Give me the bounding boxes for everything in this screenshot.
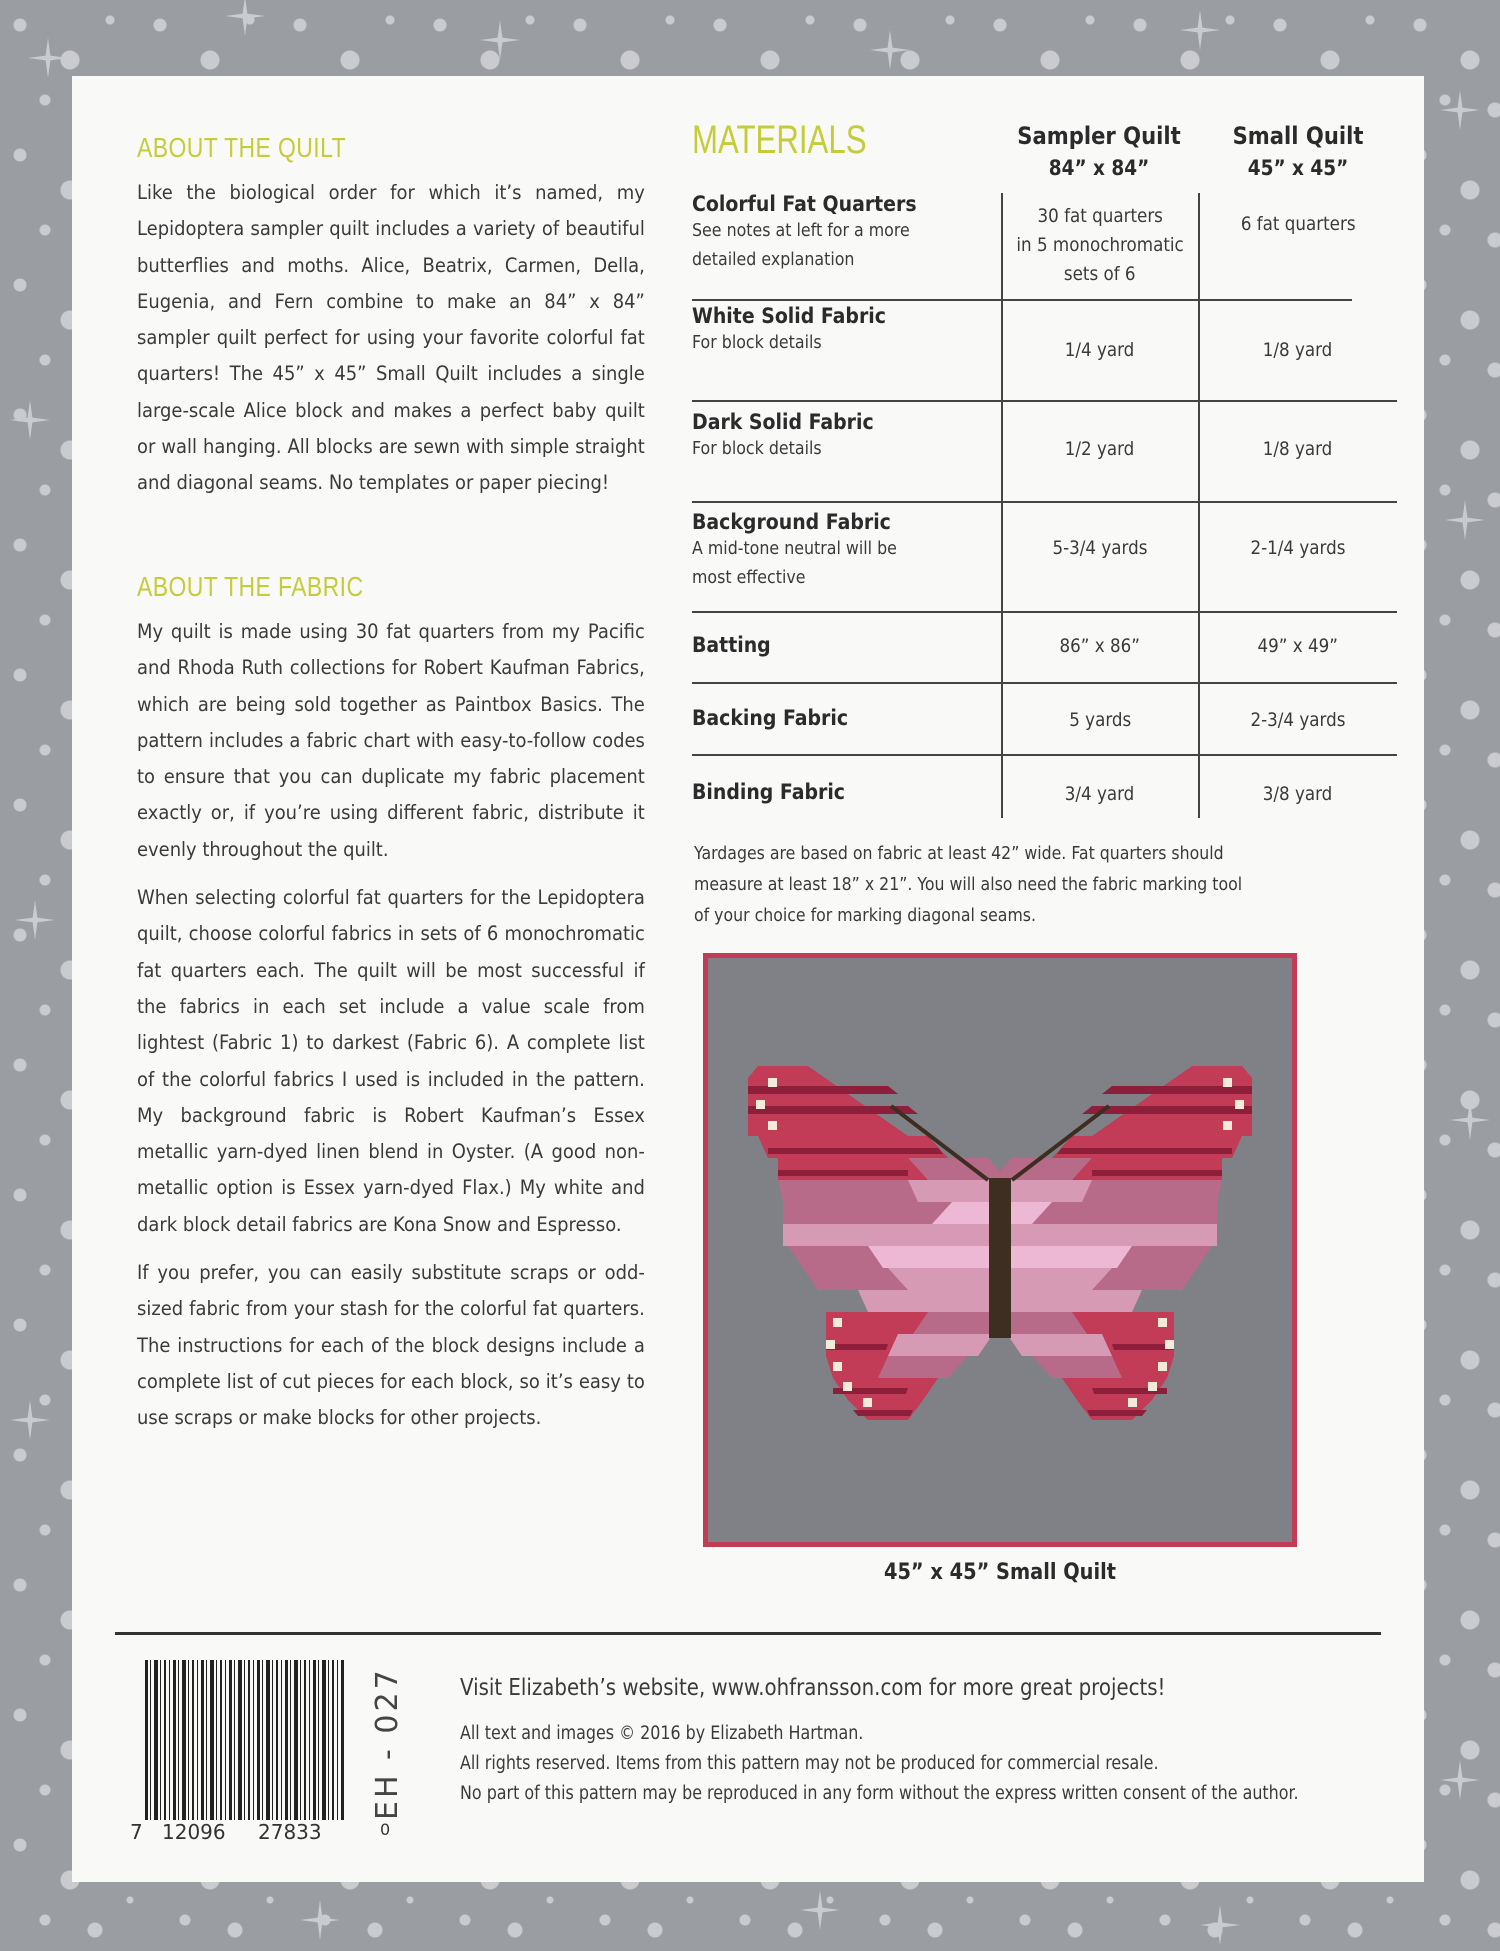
table-row-white-solid-fabric [692,304,992,357]
cell-sampler: 30 fat quarters in 5 monochromatic sets of 6 [1016,205,1184,285]
about-quilt-heading: ABOUT THE QUILT [137,132,347,163]
about-quilt-paragraph: Like the biological order for which it’s named, my Lepidoptera sampler quilt includes a variety of beautiful butterflies and moths. Alice, Beatrix, Carmen, Della, Eugenia, and Fern combine to make an 84” x 84” sampler quilt perfect for using your favorite colorful fat quarters! The 45” x 45” Small Quilt includes a single large-scale Alice block and makes a perfect baby quilt or wall hanging. All blocks are sewn with simple straight and diagonal seams. No templates or paper piecing! [137,181,645,495]
table-row-dark-solid-fabric [692,410,992,463]
about-fabric-body [137,614,645,1449]
sparkle-icon [225,0,265,36]
cell-sampler: 86” x 86” [1059,635,1141,657]
cell-sampler: 5-3/4 yards [1052,537,1148,559]
copyright-line: All rights reserved. Items from this pattern may not be produced for commercial resale. [460,1753,1159,1774]
column-size: 84” x 84” [1048,156,1150,180]
row-title: Binding Fabric [692,780,845,804]
cell-small: 1/8 yard [1263,438,1333,460]
barcode-digits-right: 27833 [258,1820,322,1844]
cell-small: 49” x 49” [1257,635,1339,657]
sparkle-icon [10,400,50,440]
row-title: Background Fabric [692,510,891,534]
sku-label: EH - 027 [370,1667,405,1820]
table-divider [692,682,1397,684]
row-title: Batting [692,633,771,657]
column-size: 45” x 45” [1247,156,1349,180]
sparkle-icon [1440,90,1480,130]
row-title: Backing Fabric [692,706,849,730]
row-subtitle: most effective [692,567,806,588]
barcode-digit: 7 [130,1820,143,1844]
footer-rule [115,1632,1381,1635]
sparkle-icon [1180,10,1220,50]
row-subtitle: For block details [692,438,822,459]
sparkle-icon [15,900,55,940]
about-fabric-heading: ABOUT THE FABRIC [137,571,364,602]
sparkle-icon [870,30,910,70]
about-fabric-paragraph: When selecting colorful fat quarters for the Lepidoptera quilt, choose colorful fabrics in sets of 6 monochromatic fat quarters each. The quilt will be most successful if the fabrics in each set include a value scale from lightest (Fabric 1) to darkest (Fabric 6). A complete list of the colorful fabrics I used is included in the pattern. My background fabric is Robert Kaufman’s Essex metallic yarn-dyed linen blend in Oyster. (A good non-metallic option is Essex yarn-dyed Flax.) My white and dark block detail fabrics are Kona Snow and Espresso. [137,886,645,1236]
row-subtitle: See notes at left for a more [692,220,910,241]
materials-heading: MATERIALS [692,118,867,162]
table-row-background-fabric [692,510,992,592]
table-divider [692,299,1352,301]
copyright-line: All text and images © 2016 by Elizabeth Hartman. [460,1723,864,1744]
table-divider [692,754,1397,756]
cell-sampler: 1/4 yard [1065,339,1135,361]
table-divider [692,400,1397,402]
sparkle-icon [1450,1100,1490,1140]
about-fabric-paragraph: My quilt is made using 30 fat quarters from my Pacific and Rhoda Ruth collections for Robert Kaufman Fabrics, which are being sold together as Paintbox Basics. The pattern includes a fabric chart with easy-to-follow codes to ensure that you can duplicate my fabric placement exactly or, if you’re using different fabric, distribute it evenly throughout the quilt. [137,620,645,861]
sparkle-icon [1440,1760,1480,1800]
table-row-batting [692,633,992,657]
sparkle-icon [28,38,68,78]
table-row-binding-fabric [692,780,992,804]
sparkle-icon [480,20,520,60]
cell-sampler: 1/2 yard [1065,438,1135,460]
about-fabric-paragraph: If you prefer, you can easily substitute scraps or odd-sized fabric from your stash for the colorful fat quarters. The instructions for each of the block designs include a complete list of cut pieces for each block, so it’s easy to use scraps or make blocks for other projects. [137,1261,645,1430]
column-header-small [1210,120,1386,184]
sparkle-icon [300,1900,340,1940]
cell-small: 2-1/4 yards [1250,537,1346,559]
sparkle-icon [10,1400,50,1440]
cell-small: 3/8 yard [1263,783,1333,805]
table-row-backing-fabric [692,706,992,730]
quilt-caption: 45” x 45” Small Quilt [883,1560,1116,1585]
table-divider [692,611,1397,613]
yardage-note: Yardages are based on fabric at least 42” wide. Fat quarters should measure at least 18” x 21”. You will also need the fabric marking tool of your choice for marking diagonal seams. [694,844,1243,926]
row-title: White Solid Fabric [692,304,886,328]
row-subtitle: detailed explanation [692,249,855,270]
barcode-digits-left: 12096 [162,1820,226,1844]
small-quilt-image [703,953,1297,1547]
cell-small: 1/8 yard [1263,339,1333,361]
row-title: Colorful Fat Quarters [692,192,917,216]
cell-small: 6 fat quarters [1240,213,1356,235]
table-row-colorful-fat-quarters [692,192,992,274]
cell-sampler: 5 yards [1068,709,1131,731]
sparkle-icon [1445,500,1485,540]
column-header-sampler [1012,120,1186,184]
sparkle-icon [1200,1905,1240,1945]
sparkle-icon [800,1890,840,1930]
cell-small: 2-3/4 yards [1250,709,1346,731]
website-line: Visit Elizabeth’s website, www.ohfransson.com for more great projects! [460,1675,1166,1701]
row-subtitle: A mid-tone neutral will be [692,538,897,559]
row-subtitle: For block details [692,332,822,353]
butterfly-icon [708,958,1292,1542]
table-divider [692,501,1397,503]
column-name: Small Quilt [1232,122,1364,150]
barcode [145,1660,345,1820]
column-name: Sampler Quilt [1017,122,1181,150]
barcode-digit: 0 [380,1820,391,1839]
copyright-line: No part of this pattern may be reproduced in any form without the express written consent of the author. [460,1783,1299,1804]
cell-sampler: 3/4 yard [1065,783,1135,805]
row-title: Dark Solid Fabric [692,410,874,434]
about-quilt-body [137,175,645,514]
